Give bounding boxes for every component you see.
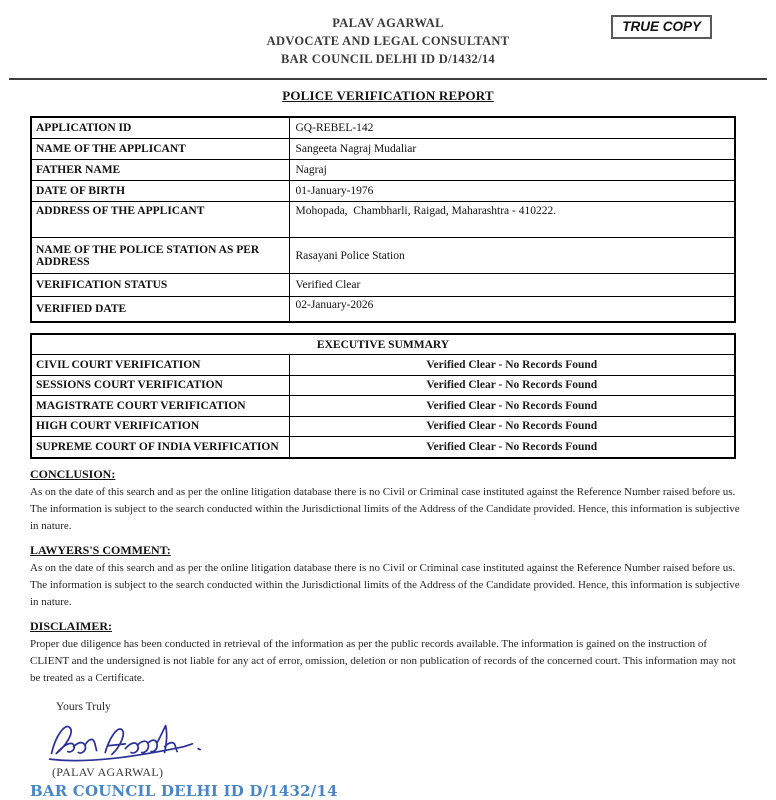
table-header-row bbox=[31, 334, 735, 355]
true-copy-stamp: TRUE COPY bbox=[611, 15, 712, 39]
table-row bbox=[31, 160, 735, 181]
report-title: POLICE VERIFICATION REPORT bbox=[282, 88, 494, 103]
signature-handwritten bbox=[38, 717, 228, 763]
table-row bbox=[31, 396, 735, 417]
row-value: Verified Clear - No Records Found bbox=[289, 437, 735, 458]
row-value: Mohopada, Chambharli, Raigad, Maharashtra - 410222. bbox=[289, 202, 735, 238]
section-lawyers-comment bbox=[30, 543, 746, 611]
lawyers-comment-heading: LAWYERS'S COMMENT: bbox=[30, 542, 171, 557]
letterhead-name: PALAV AGARWAL bbox=[332, 16, 444, 30]
row-value: Nagraj bbox=[289, 160, 735, 181]
row-value: 01-January-1976 bbox=[289, 181, 735, 202]
table-row bbox=[31, 139, 735, 160]
row-value: Rasayani Police Station bbox=[289, 238, 735, 274]
table-row bbox=[31, 437, 735, 458]
row-label: NAME OF THE APPLICANT bbox=[31, 139, 289, 160]
table-row bbox=[31, 297, 735, 323]
section-conclusion bbox=[30, 467, 746, 535]
table-row bbox=[31, 355, 735, 376]
table-row bbox=[31, 238, 735, 274]
row-label: NAME OF THE POLICE STATION AS PER ADDRESS bbox=[31, 238, 289, 274]
closing-line: Yours Truly bbox=[56, 700, 111, 713]
row-label: FATHER NAME bbox=[31, 160, 289, 181]
table-row bbox=[31, 416, 735, 437]
row-label: ADDRESS OF THE APPLICANT bbox=[31, 202, 289, 238]
row-value: Sangeeta Nagraj Mudaliar bbox=[289, 139, 735, 160]
row-label: APPLICATION ID bbox=[31, 117, 289, 139]
table-row bbox=[31, 181, 735, 202]
row-label: VERIFICATION STATUS bbox=[31, 274, 289, 297]
table-row bbox=[31, 117, 735, 139]
signature-ink bbox=[50, 725, 200, 760]
row-label: MAGISTRATE COURT VERIFICATION bbox=[31, 396, 289, 417]
row-value: Verified Clear - No Records Found bbox=[289, 375, 735, 396]
row-value: GQ-REBEL-142 bbox=[289, 117, 735, 139]
row-label: VERIFIED DATE bbox=[31, 297, 289, 323]
row-label: HIGH COURT VERIFICATION bbox=[31, 416, 289, 437]
letterhead-bar-id: BAR COUNCIL DELHI ID D/1432/14 bbox=[281, 52, 495, 66]
disclaimer-text: Proper due diligence has been conducted in retrieval of the information as per the public records available. The information is gained on the instruction of CLIENT and the undersigned is not liable for any act of error, omission, deletion or non publication of records of the concerned court. This information may not be treated as a Certificate. bbox=[30, 637, 736, 684]
applicant-details-table bbox=[30, 116, 736, 323]
row-value: Verified Clear - No Records Found bbox=[289, 416, 735, 437]
row-value: Verified Clear bbox=[289, 274, 735, 297]
row-value: 02-January-2026 bbox=[289, 297, 735, 323]
section-disclaimer bbox=[30, 619, 746, 687]
disclaimer-heading: DISCLAIMER: bbox=[30, 618, 113, 633]
table-row bbox=[31, 375, 735, 396]
header-divider bbox=[9, 78, 767, 80]
row-value: Verified Clear - No Records Found bbox=[289, 355, 735, 376]
row-label: SESSIONS COURT VERIFICATION bbox=[31, 375, 289, 396]
table-row bbox=[31, 274, 735, 297]
row-label: DATE OF BIRTH bbox=[31, 181, 289, 202]
row-label: CIVIL COURT VERIFICATION bbox=[31, 355, 289, 376]
letterhead-role: ADVOCATE AND LEGAL CONSULTANT bbox=[266, 34, 510, 48]
signatory-name: (PALAV AGARWAL) bbox=[52, 764, 164, 779]
conclusion-text: As on the date of this search and as per the online litigation database there is no Civil or Criminal case instituted against the Reference Number raised before us. The information is subject to the search conducted within the Jurisdictional limits of the Address of the Candidate provided. Hence, this information is subjective in nature. bbox=[30, 485, 740, 532]
executive-summary-table bbox=[30, 333, 736, 459]
executive-summary-title: EXECUTIVE SUMMARY bbox=[31, 334, 735, 355]
row-value: Verified Clear - No Records Found bbox=[289, 396, 735, 417]
row-label: SUPREME COURT OF INDIA VERIFICATION bbox=[31, 437, 289, 458]
lawyers-comment-text: As on the date of this search and as per the online litigation database there is no Civil or Criminal case instituted against the Reference Number raised before us. The information is subject to the search conducted within the Jurisdictional limits of the Address of the Candidate provided. Hence, this information is subjective in nature. bbox=[30, 561, 740, 608]
footer-bar-id: BAR COUNCIL DELHI ID D/1432/14 bbox=[30, 781, 338, 800]
table-row bbox=[31, 202, 735, 238]
conclusion-heading: CONCLUSION: bbox=[30, 466, 116, 481]
